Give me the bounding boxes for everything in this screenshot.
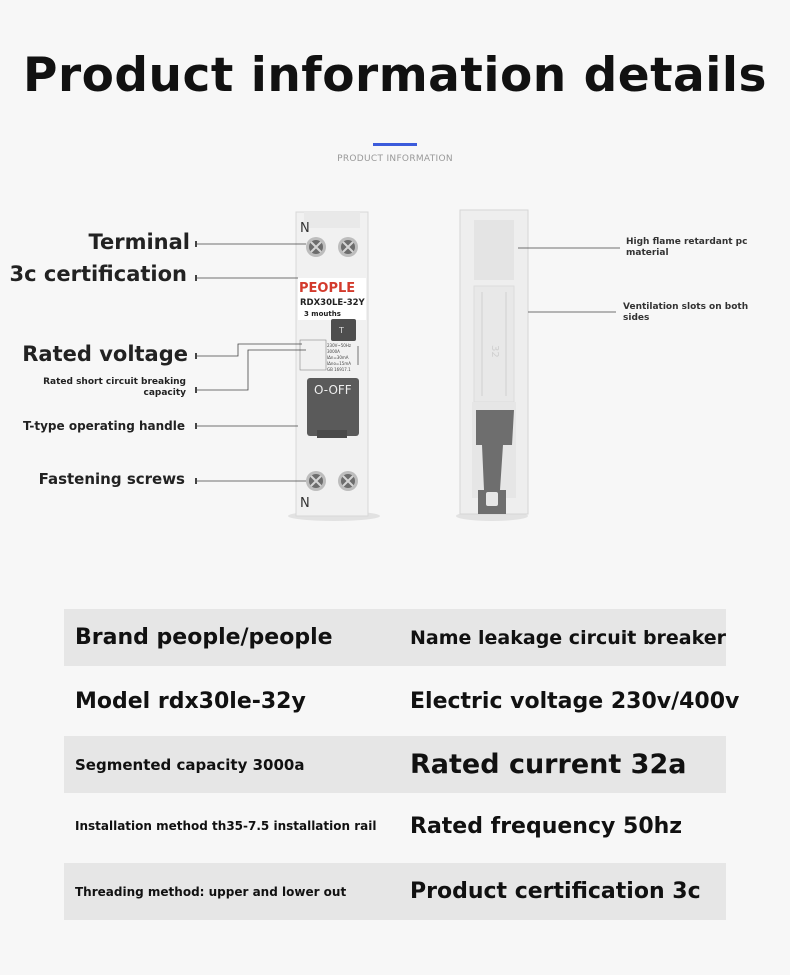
- svg-text:3000A: 3000A: [327, 349, 340, 354]
- spec-brand: Brand people/people: [75, 625, 333, 650]
- spec-segmented-capacity: Segmented capacity 3000a: [75, 755, 305, 774]
- side-upper-panel: [474, 220, 514, 280]
- label-flame-retardant: High flame retardant pc material: [626, 237, 748, 258]
- warranty-text: 3 mouths: [304, 310, 341, 318]
- spec-row: [64, 736, 726, 793]
- page-title: Product information details: [23, 48, 767, 103]
- spec-certification: Product certification 3c: [410, 879, 701, 904]
- side-vent-area: [474, 286, 514, 402]
- breaker-side-view: [460, 210, 528, 514]
- label-ventilation-slots: Ventilation slots on both sides: [623, 302, 749, 323]
- left-callout-ticks: [195, 241, 197, 484]
- spec-rated-current: Rated current 32a: [410, 749, 687, 780]
- brand-logo: PEOPLE: [299, 281, 356, 296]
- page-subtitle: PRODUCT INFORMATION: [337, 154, 453, 164]
- spec-rated-frequency: Rated frequency 50hz: [410, 813, 683, 839]
- spec-installation-method: Installation method th35-7.5 installation rail: [75, 819, 377, 833]
- spec-model: Model rdx30le-32y: [75, 688, 306, 714]
- spec-row: [64, 609, 726, 666]
- left-callout-lines: [196, 244, 306, 481]
- svg-text:230V~50Hz: 230V~50Hz: [327, 343, 351, 348]
- spec-row: [64, 797, 726, 855]
- svg-text:GB 16917.1: GB 16917.1: [327, 367, 351, 372]
- svg-text:IΔno=15mA: IΔno=15mA: [327, 361, 351, 366]
- terminal-mark-bottom: N: [300, 496, 310, 511]
- label-operating-handle: T-type operating handle: [22, 419, 185, 433]
- label-fastening-screws: Fastening screws: [38, 470, 185, 488]
- svg-text:32: 32: [489, 345, 500, 358]
- label-3c-certification: 3c certification: [9, 262, 187, 286]
- front-top-rail: [304, 212, 360, 228]
- spec-name: Name leakage circuit breaker: [410, 626, 727, 649]
- spec-row: [64, 863, 726, 920]
- right-callout-lines: [518, 248, 620, 312]
- terminal-mark-top: N: [300, 221, 310, 236]
- label-terminal: Terminal: [88, 230, 190, 254]
- spec-voltage: Electric voltage 230v/400v: [410, 688, 740, 714]
- handle-label: O-OFF: [314, 383, 352, 397]
- spec-row: [64, 671, 740, 731]
- svg-text:IΔn=30mA: IΔn=30mA: [327, 355, 349, 360]
- device-model: RDX30LE-32Y: [300, 298, 365, 308]
- label-breaking-capacity: Rated short circuit breaking capacity: [43, 377, 186, 398]
- label-rated-voltage: Rated voltage: [22, 342, 188, 366]
- svg-text:T: T: [339, 326, 344, 335]
- spec-threading-method: Threading method: upper and lower out: [75, 884, 347, 899]
- breaker-front-view: [296, 212, 368, 516]
